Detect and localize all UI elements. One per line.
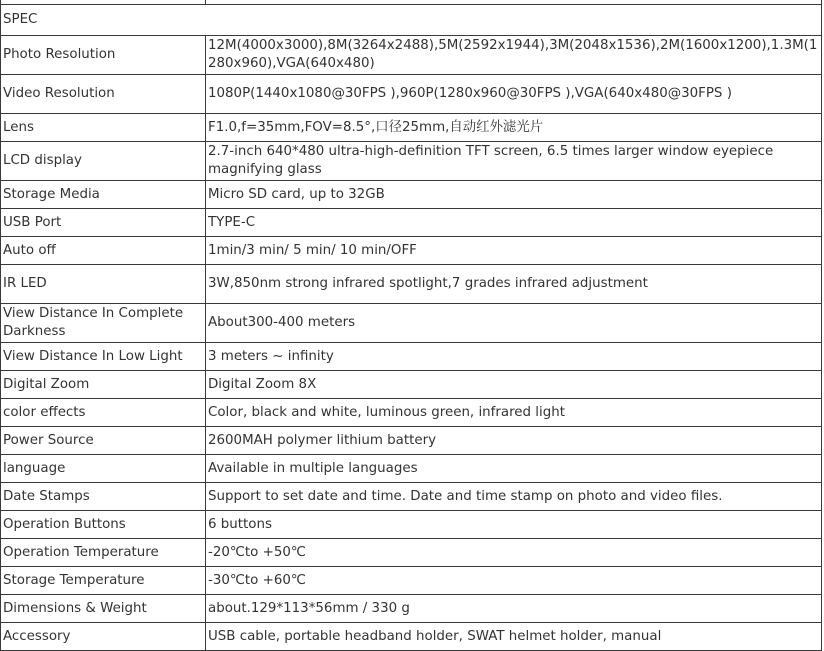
table-row: [1, 371, 822, 399]
spec-value: Micro SD card, up to 32GB: [206, 181, 822, 209]
spec-label: LCD display: [1, 142, 206, 181]
table-row: [1, 595, 822, 623]
table-row: [1, 36, 822, 75]
spec-label: language: [1, 455, 206, 483]
spec-label: Storage Temperature: [1, 567, 206, 595]
spec-label: USB Port: [1, 209, 206, 237]
spec-value: F1.0,f=35mm,FOV=8.5°,口径25mm,自动红外滤光片: [206, 114, 822, 142]
table-row: [1, 265, 822, 304]
table-row: [1, 427, 822, 455]
spec-value: 1080P(1440x1080@30FPS ),960P(1280x960@30FPS ),VGA(640x480@30FPS ): [206, 75, 822, 114]
table-row: [1, 483, 822, 511]
table-row: [1, 567, 822, 595]
spec-label: Video Resolution: [1, 75, 206, 114]
spec-value: 12M(4000x3000),8M(3264x2488),5M(2592x1944),3M(2048x1536),2M(1600x1200),1.3M(1280x960),VGA(640x480): [206, 36, 822, 75]
spec-label: Dimensions & Weight: [1, 595, 206, 623]
spec-label: color effects: [1, 399, 206, 427]
spec-label: Date Stamps: [1, 483, 206, 511]
spec-value: 2600MAH polymer lithium battery: [206, 427, 822, 455]
table-row: [1, 142, 822, 181]
table-row: [1, 455, 822, 483]
spec-value: about.129*113*56mm / 330 g: [206, 595, 822, 623]
spec-value: Digital Zoom 8X: [206, 371, 822, 399]
table-row: [1, 304, 822, 343]
table-row: [1, 623, 822, 651]
spec-value: Available in multiple languages: [206, 455, 822, 483]
spec-value: 3W,850nm strong infrared spotlight,7 grades infrared adjustment: [206, 265, 822, 304]
spec-label: Operation Buttons: [1, 511, 206, 539]
table-row: [1, 343, 822, 371]
spec-value: -20℃to +50℃: [206, 539, 822, 567]
spec-label: Accessory: [1, 623, 206, 651]
spec-label: Digital Zoom: [1, 371, 206, 399]
table-row: [1, 181, 822, 209]
spec-label: Storage Media: [1, 181, 206, 209]
table-row: [1, 75, 822, 114]
spec-value: 6 buttons: [206, 511, 822, 539]
spec-label: IR LED: [1, 265, 206, 304]
spec-value: Support to set date and time. Date and time stamp on photo and video files.: [206, 483, 822, 511]
spec-label: Auto off: [1, 237, 206, 265]
spec-value: About300-400 meters: [206, 304, 822, 343]
spec-title: SPEC: [1, 5, 822, 36]
spec-value: 3 meters ~ infinity: [206, 343, 822, 371]
table-row: [1, 114, 822, 142]
spec-label: View Distance In Complete Darkness: [1, 304, 206, 343]
table-row: [1, 399, 822, 427]
spec-label: Lens: [1, 114, 206, 142]
spec-value: 2.7-inch 640*480 ultra-high-definition TFT screen, 6.5 times larger window eyepiece magnifying glass: [206, 142, 822, 181]
spec-label: Power Source: [1, 427, 206, 455]
spec-value: -30℃to +60℃: [206, 567, 822, 595]
spec-value: USB cable, portable headband holder, SWAT helmet holder, manual: [206, 623, 822, 651]
spec-label: Operation Temperature: [1, 539, 206, 567]
spec-value: Color, black and white, luminous green, infrared light: [206, 399, 822, 427]
spec-label: Photo Resolution: [1, 36, 206, 75]
table-row: [1, 539, 822, 567]
spec-label: View Distance In Low Light: [1, 343, 206, 371]
spec-header-row: [1, 5, 822, 36]
spec-value: TYPE-C: [206, 209, 822, 237]
table-row: [1, 209, 822, 237]
table-row: [1, 511, 822, 539]
spec-value: 1min/3 min/ 5 min/ 10 min/OFF: [206, 237, 822, 265]
table-row: [1, 237, 822, 265]
